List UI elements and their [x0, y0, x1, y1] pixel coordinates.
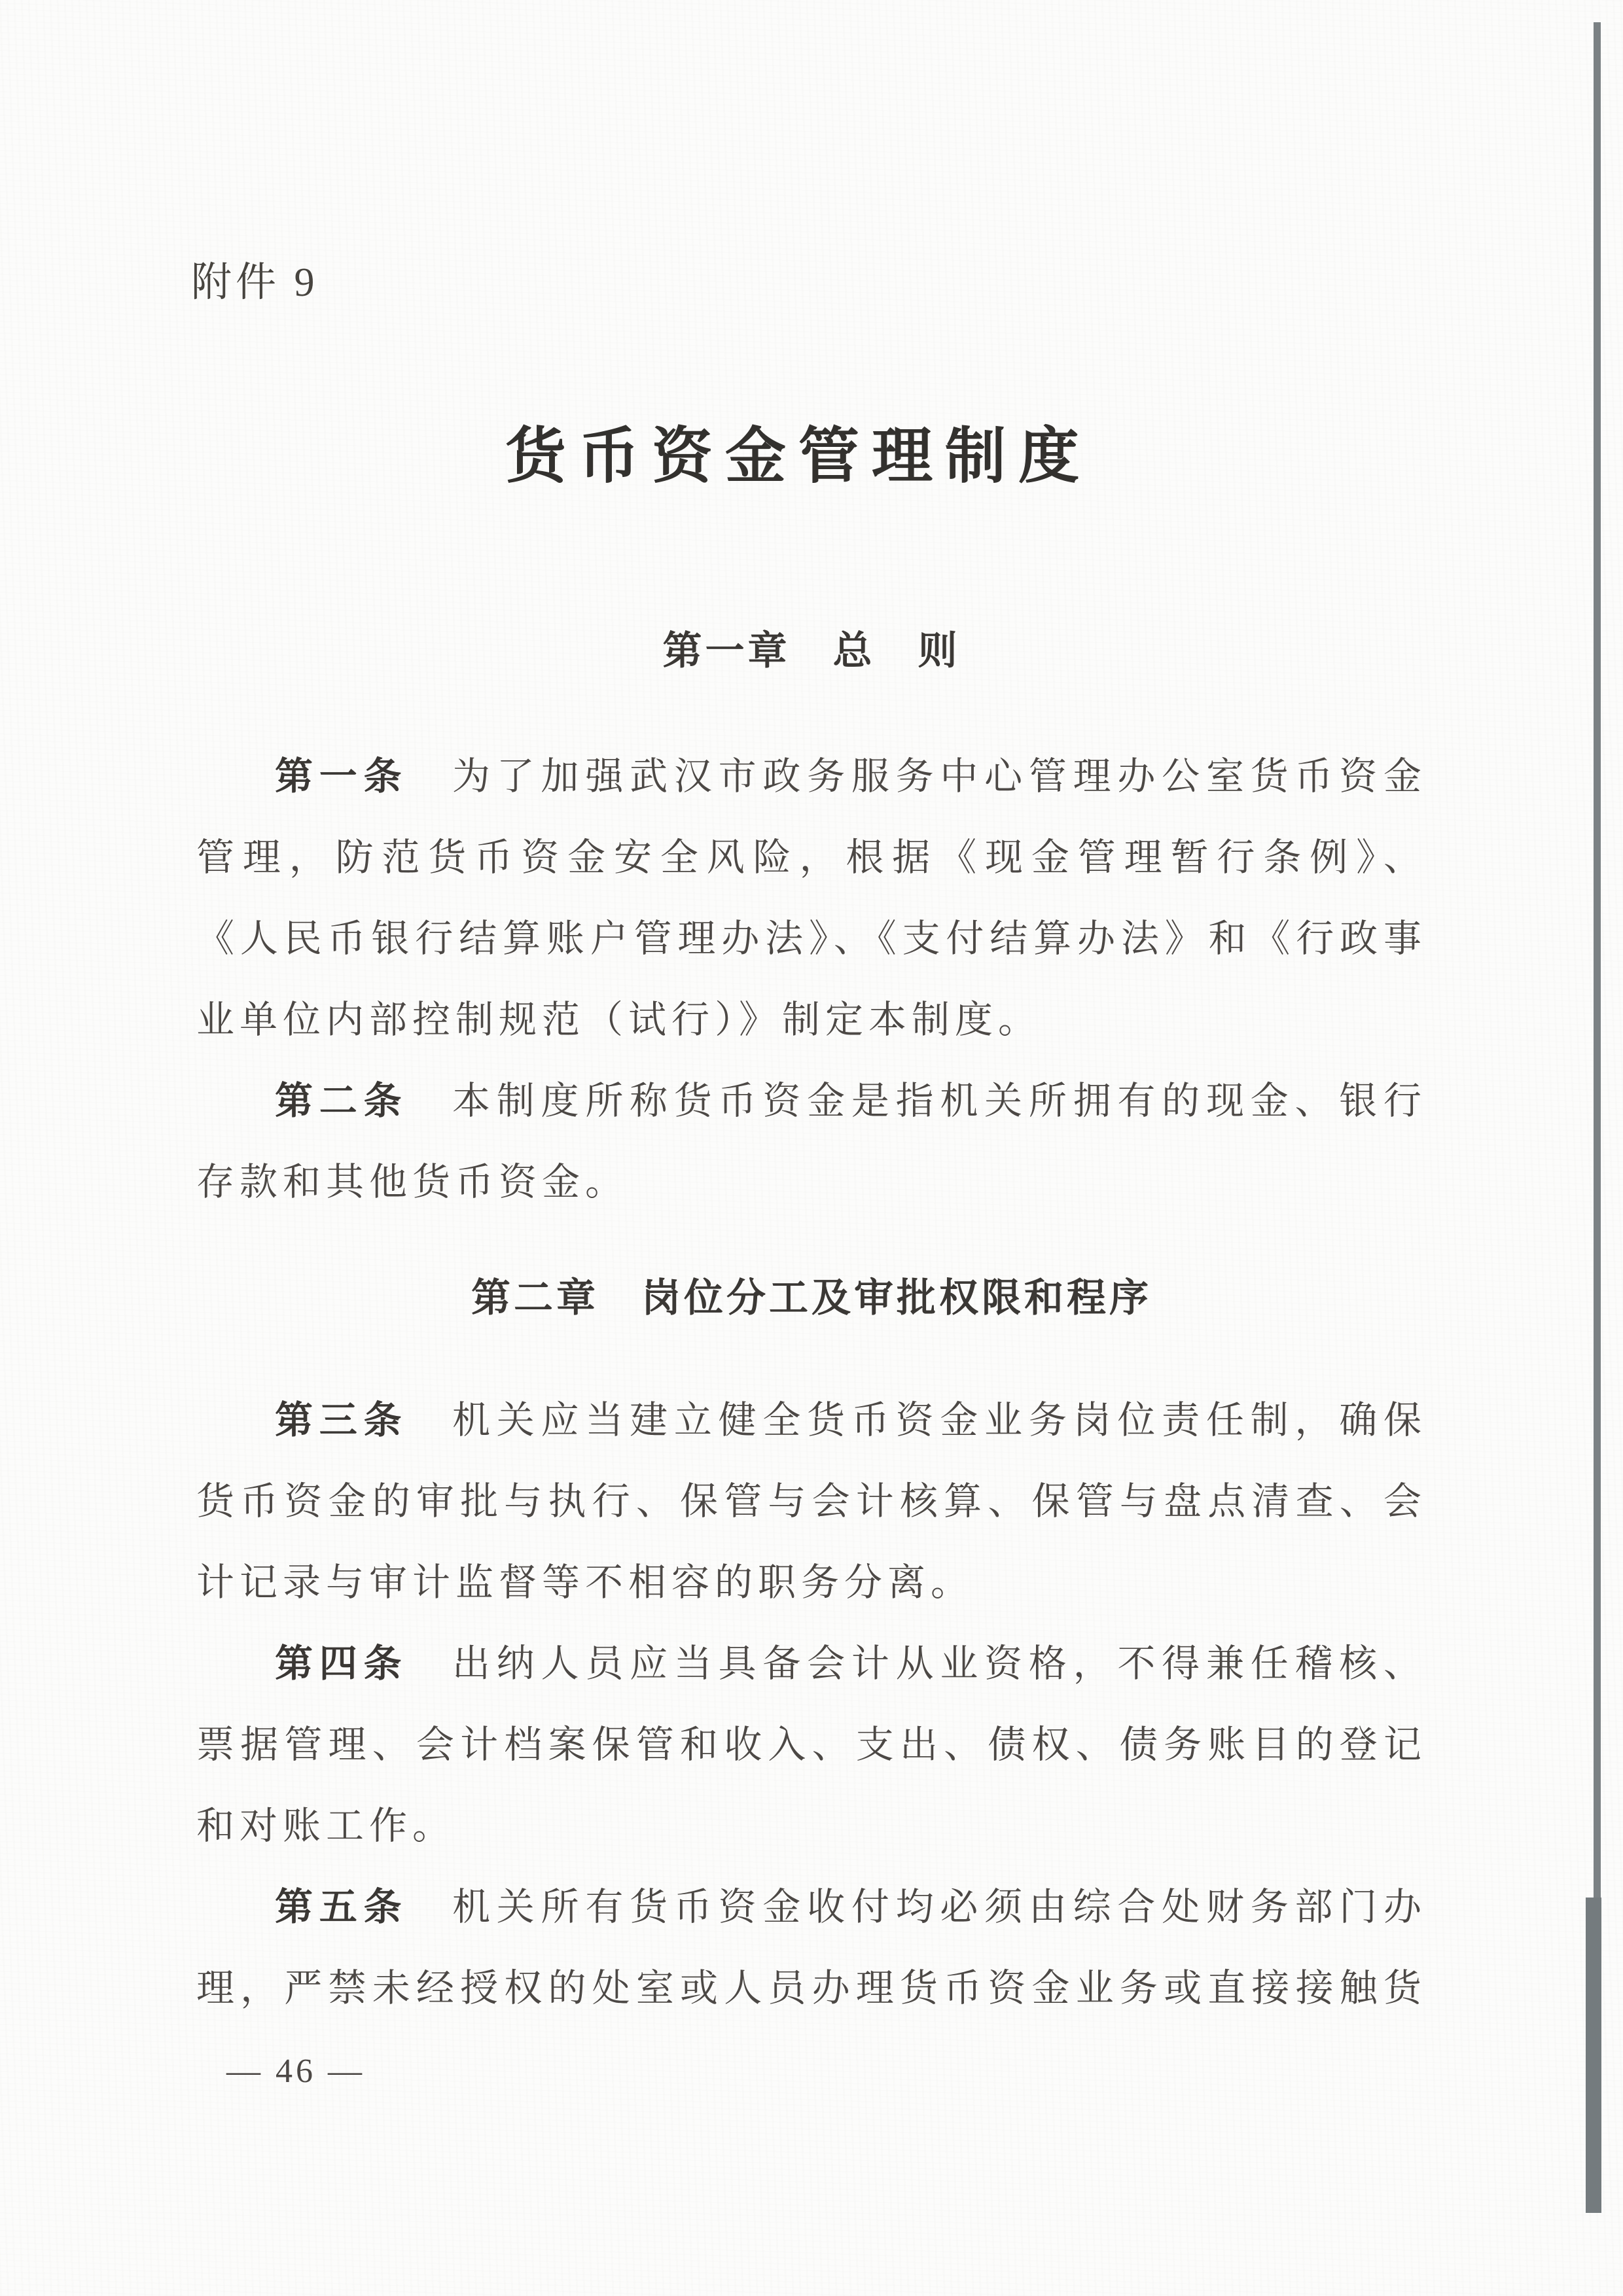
- body-line: 计记录与审计监督等不相容的职务分离。: [196, 1561, 974, 1604]
- body-line: 理，严禁未经授权的处室或人员办理货币资金业务或直接接触货: [196, 1967, 1427, 2009]
- page-number: — 46 —: [226, 2053, 365, 2090]
- document-title: 货币资金管理制度: [505, 423, 1092, 491]
- body-line: 第二条 本制度所称货币资金是指机关所拥有的现金、银行: [275, 1080, 1427, 1122]
- body-line: 业单位内部控制规范（试行）》制定本制度。: [196, 998, 1042, 1041]
- body-line: 货币资金的审批与执行、保管与会计核算、保管与盘点清查、会: [196, 1480, 1427, 1523]
- chapter-heading: 第二章 岗位分工及审批权限和程序: [471, 1276, 1152, 1320]
- body-line: 管理，防范货币资金安全风险，根据《现金管理暂行条例》、: [196, 836, 1427, 879]
- scan-edge-artifact-bottom: [1586, 1898, 1601, 2213]
- body-line: 第一条 为了加强武汉市政务服务中心管理办公室货币资金: [275, 755, 1427, 798]
- article-number: 第三条: [275, 1399, 408, 1441]
- article-number: 第四条: [275, 1642, 408, 1685]
- attachment-label: 附件 9: [191, 260, 319, 305]
- chapter-heading: 第一章 总 则: [662, 629, 961, 673]
- body-line: 和对账工作。: [196, 1805, 456, 1847]
- article-number: 第五条: [275, 1886, 408, 1928]
- body-line: 《人民币银行结算账户管理办法》、《支付结算办法》和《行政事: [196, 917, 1427, 960]
- body-line: 第五条 机关所有货币资金收付均必须由综合处财务部门办: [275, 1886, 1427, 1928]
- article-number: 第一条: [275, 755, 408, 798]
- body-line: 第三条 机关应当建立健全货币资金业务岗位责任制，确保: [275, 1399, 1427, 1441]
- article-number: 第二条: [275, 1080, 408, 1122]
- body-line: 存款和其他货币资金。: [196, 1161, 629, 1203]
- document-body: [196, 622, 1427, 2029]
- scan-edge-artifact: [1594, 22, 1601, 1898]
- body-line: 第四条 出纳人员应当具备会计从业资格，不得兼任稽核、: [275, 1642, 1427, 1685]
- body-line: 票据管理、会计档案保管和收入、支出、债权、债务账目的登记: [196, 1723, 1427, 1766]
